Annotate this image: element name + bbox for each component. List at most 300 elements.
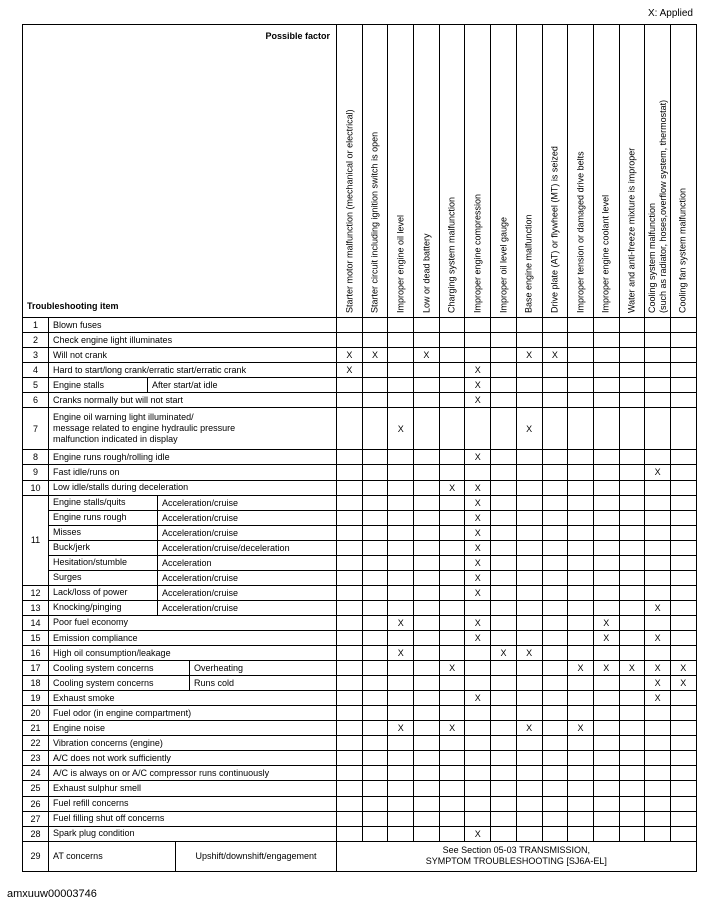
table-row xyxy=(23,495,697,510)
row-number: 22 xyxy=(23,736,49,751)
applied-mark: X xyxy=(474,557,481,568)
factor-cell xyxy=(516,348,542,363)
applied-mark: X xyxy=(680,678,687,689)
factor-cell xyxy=(542,495,568,510)
factor-cell xyxy=(670,661,696,676)
factor-cell xyxy=(670,465,696,480)
factor-cell xyxy=(465,393,491,408)
factor-cell xyxy=(414,480,440,495)
factor-cell xyxy=(619,600,645,615)
factor-cell xyxy=(414,450,440,465)
factor-cell xyxy=(593,393,619,408)
factor-cell xyxy=(491,706,517,721)
factor-cell xyxy=(542,630,568,645)
factor-cell xyxy=(337,480,363,495)
factor-cell xyxy=(516,480,542,495)
factor-cell xyxy=(465,495,491,510)
factor-cell xyxy=(414,408,440,450)
factor-cell xyxy=(388,751,414,766)
factor-cell xyxy=(362,393,388,408)
factor-cell xyxy=(645,796,671,811)
factor-cell xyxy=(645,615,671,630)
factor-cell xyxy=(568,691,594,706)
factor-cell xyxy=(491,826,517,841)
table-row xyxy=(23,676,697,691)
factor-cell xyxy=(593,540,619,555)
factor-cell xyxy=(593,615,619,630)
factor-cell xyxy=(645,540,671,555)
factor-cell xyxy=(362,555,388,570)
item-label: Hesitation/stumble xyxy=(53,557,128,568)
factor-cell xyxy=(593,570,619,585)
applied-mark: X xyxy=(603,663,610,674)
factor-cell xyxy=(568,736,594,751)
factor-cell xyxy=(516,318,542,333)
table-row xyxy=(23,706,697,721)
factor-cell xyxy=(414,465,440,480)
factor-cell xyxy=(465,721,491,736)
factor-cell xyxy=(439,736,465,751)
factor-cell xyxy=(516,766,542,781)
factor-cell xyxy=(542,721,568,736)
row-number: 26 xyxy=(23,796,49,811)
table-row xyxy=(23,585,697,600)
factor-cell xyxy=(388,646,414,661)
table-row xyxy=(23,630,697,645)
factor-cell xyxy=(491,570,517,585)
applied-mark: X xyxy=(654,663,661,674)
item-label: Engine noise xyxy=(53,722,106,733)
factor-label: Cooling system malfunction xyxy=(646,202,657,313)
factor-cell xyxy=(670,615,696,630)
row-number: 12 xyxy=(23,585,49,600)
applied-mark: X xyxy=(449,482,456,493)
table-row xyxy=(23,796,697,811)
factor-label: Improper oil level gauge xyxy=(497,216,508,313)
factor-cell xyxy=(670,751,696,766)
factor-cell xyxy=(388,570,414,585)
factor-cell xyxy=(645,465,671,480)
factor-cell xyxy=(491,408,517,450)
factor-header xyxy=(516,25,542,318)
factor-cell xyxy=(414,781,440,796)
item-label: Blown fuses xyxy=(53,319,102,330)
factor-cell xyxy=(465,510,491,525)
factor-cell xyxy=(491,495,517,510)
factor-cell xyxy=(593,510,619,525)
factor-cell xyxy=(619,465,645,480)
row-number: 1 xyxy=(23,318,49,333)
factor-cell xyxy=(516,781,542,796)
applied-mark: X xyxy=(474,693,481,704)
row-number: 28 xyxy=(23,826,49,841)
condition-label: After start/at idle xyxy=(147,378,336,392)
table-row xyxy=(23,600,697,615)
factor-cell xyxy=(465,600,491,615)
item-cell xyxy=(49,333,337,348)
item-label: Will not crank xyxy=(53,349,108,360)
factor-cell xyxy=(568,525,594,540)
factor-cell xyxy=(362,318,388,333)
factor-cell xyxy=(439,555,465,570)
factor-cell xyxy=(465,408,491,450)
factor-cell xyxy=(388,766,414,781)
factor-cell xyxy=(619,781,645,796)
factor-cell xyxy=(542,585,568,600)
factor-cell xyxy=(593,826,619,841)
factor-cell xyxy=(619,736,645,751)
factor-cell xyxy=(439,630,465,645)
factor-cell xyxy=(362,676,388,691)
factor-cell xyxy=(388,333,414,348)
table-row xyxy=(23,510,697,525)
factor-cell xyxy=(388,661,414,676)
factor-label: Starter circuit including ignition switch is open xyxy=(369,131,380,313)
applied-mark: X xyxy=(474,587,481,598)
factor-cell xyxy=(542,811,568,826)
factor-cell xyxy=(568,465,594,480)
factor-cell xyxy=(542,480,568,495)
factor-cell xyxy=(337,525,363,540)
factor-cell xyxy=(516,450,542,465)
factor-cell xyxy=(414,333,440,348)
row-number: 19 xyxy=(23,691,49,706)
factor-cell xyxy=(593,766,619,781)
factor-cell xyxy=(414,751,440,766)
factor-cell xyxy=(516,721,542,736)
table-row xyxy=(23,736,697,751)
applied-mark: X xyxy=(474,482,481,493)
factor-cell xyxy=(645,495,671,510)
factor-cell xyxy=(491,465,517,480)
factor-cell xyxy=(568,570,594,585)
row-number: 7 xyxy=(23,408,49,450)
factor-cell xyxy=(414,661,440,676)
header-row xyxy=(23,25,697,318)
applied-mark: X xyxy=(474,572,481,583)
factor-cell xyxy=(593,811,619,826)
item-label: Surges xyxy=(53,572,82,583)
factor-cell xyxy=(619,525,645,540)
item-label: Buck/jerk xyxy=(53,542,91,553)
row-number: 13 xyxy=(23,600,49,615)
factor-header xyxy=(388,25,414,318)
factor-cell xyxy=(593,691,619,706)
factor-cell xyxy=(568,676,594,691)
factor-cell xyxy=(568,706,594,721)
factor-cell xyxy=(465,318,491,333)
factor-cell xyxy=(593,333,619,348)
applied-mark: X xyxy=(654,693,661,704)
factor-cell xyxy=(388,676,414,691)
table-row xyxy=(23,751,697,766)
factor-cell xyxy=(593,525,619,540)
troubleshooting-table xyxy=(22,24,697,872)
factor-cell xyxy=(337,555,363,570)
factor-cell xyxy=(388,600,414,615)
factor-label: Low or dead battery xyxy=(420,233,431,313)
factor-cell xyxy=(465,676,491,691)
table-row xyxy=(23,348,697,363)
factor-cell xyxy=(465,736,491,751)
figure-caption: amxuuw00003746 xyxy=(7,888,97,900)
applied-mark: X xyxy=(474,497,481,508)
factor-cell xyxy=(593,661,619,676)
factor-cell xyxy=(516,510,542,525)
factor-cell xyxy=(337,348,363,363)
applied-mark: X xyxy=(526,423,533,434)
factor-cell xyxy=(619,348,645,363)
factor-cell xyxy=(670,736,696,751)
factor-cell xyxy=(516,333,542,348)
factor-cell xyxy=(337,646,363,661)
possible-factor-label: Possible factor xyxy=(265,31,330,41)
factor-cell xyxy=(439,766,465,781)
factor-cell xyxy=(337,691,363,706)
applied-mark: X xyxy=(474,828,481,839)
factor-cell xyxy=(362,796,388,811)
factor-cell xyxy=(670,600,696,615)
factor-cell xyxy=(337,585,363,600)
applied-mark: X xyxy=(526,648,533,659)
applied-mark: X xyxy=(397,648,404,659)
factor-cell xyxy=(516,615,542,630)
item-cell xyxy=(49,348,337,363)
factor-cell xyxy=(619,378,645,393)
factor-cell xyxy=(542,348,568,363)
factor-cell xyxy=(439,318,465,333)
item-label: Engine stalls xyxy=(53,379,105,390)
factor-cell xyxy=(414,525,440,540)
factor-cell xyxy=(593,363,619,378)
item-cell xyxy=(49,841,337,871)
item-label: AT concerns xyxy=(53,850,103,861)
factor-cell xyxy=(491,751,517,766)
factor-cell xyxy=(593,630,619,645)
factor-cell xyxy=(388,480,414,495)
factor-header xyxy=(337,25,363,318)
factor-cell xyxy=(414,706,440,721)
factor-cell xyxy=(670,450,696,465)
item-cell xyxy=(49,751,337,766)
factor-cell xyxy=(593,781,619,796)
factor-cell xyxy=(388,348,414,363)
factor-cell xyxy=(362,781,388,796)
factor-cell xyxy=(337,510,363,525)
item-label: Lack/loss of power xyxy=(53,587,128,598)
factor-cell xyxy=(645,826,671,841)
factor-cell xyxy=(593,348,619,363)
factor-cell xyxy=(337,495,363,510)
factor-cell xyxy=(414,811,440,826)
factor-header xyxy=(465,25,491,318)
factor-cell xyxy=(388,450,414,465)
factor-cell xyxy=(362,646,388,661)
factor-cell xyxy=(439,495,465,510)
row-number: 8 xyxy=(23,450,49,465)
item-cell xyxy=(49,450,337,465)
factor-cell xyxy=(439,781,465,796)
factor-cell xyxy=(337,615,363,630)
factor-cell xyxy=(670,646,696,661)
factor-cell xyxy=(465,766,491,781)
factor-cell xyxy=(593,706,619,721)
condition-label: Acceleration/cruise xyxy=(157,571,336,585)
factor-cell xyxy=(568,495,594,510)
factor-label: (such as radiator, hoses,overflow system, thermostat) xyxy=(657,99,668,313)
item-label: Poor fuel economy xyxy=(53,617,129,628)
factor-cell xyxy=(414,630,440,645)
factor-cell xyxy=(568,318,594,333)
factor-cell xyxy=(465,450,491,465)
table-row xyxy=(23,615,697,630)
item-label: Spark plug condition xyxy=(53,828,135,839)
factor-cell xyxy=(670,348,696,363)
factor-cell xyxy=(568,540,594,555)
factor-cell xyxy=(414,676,440,691)
factor-cell xyxy=(568,333,594,348)
applied-mark: X xyxy=(654,467,661,478)
factor-cell xyxy=(491,510,517,525)
factor-cell xyxy=(465,826,491,841)
factor-cell xyxy=(362,691,388,706)
applied-mark: X xyxy=(654,633,661,643)
factor-cell xyxy=(619,585,645,600)
factor-cell xyxy=(645,585,671,600)
factor-cell xyxy=(337,676,363,691)
item-label: Vibration concerns (engine) xyxy=(53,737,163,748)
condition-label: Acceleration/cruise xyxy=(157,601,336,615)
factor-cell xyxy=(491,676,517,691)
factor-cell xyxy=(414,363,440,378)
factor-cell xyxy=(414,615,440,630)
factor-cell xyxy=(388,796,414,811)
applied-mark: X xyxy=(474,380,481,391)
factor-cell xyxy=(670,766,696,781)
factor-cell xyxy=(388,781,414,796)
item-cell xyxy=(49,540,337,555)
factor-cell xyxy=(414,796,440,811)
applied-mark: X xyxy=(654,602,661,613)
factor-cell xyxy=(593,646,619,661)
factor-cell xyxy=(362,585,388,600)
factor-cell xyxy=(619,630,645,645)
factor-cell xyxy=(388,826,414,841)
factor-label: Cooling fan system malfunction xyxy=(677,187,688,313)
factor-cell xyxy=(491,480,517,495)
item-label: Engine oil warning light illuminated/ message related to engine hydraulic pressure malfunction indicated in display xyxy=(53,412,236,445)
factor-cell xyxy=(542,736,568,751)
item-cell xyxy=(49,676,337,691)
factor-cell xyxy=(439,826,465,841)
factor-cell xyxy=(465,333,491,348)
item-label: Emission compliance xyxy=(53,632,138,643)
factor-cell xyxy=(465,378,491,393)
factor-cell xyxy=(568,721,594,736)
table-row xyxy=(23,691,697,706)
factor-cell xyxy=(491,450,517,465)
factor-cell xyxy=(337,393,363,408)
factor-cell xyxy=(516,826,542,841)
factor-cell xyxy=(568,630,594,645)
factor-cell xyxy=(439,480,465,495)
item-cell xyxy=(49,796,337,811)
factor-cell xyxy=(465,480,491,495)
factor-cell xyxy=(593,585,619,600)
factor-cell xyxy=(439,450,465,465)
factor-cell xyxy=(619,661,645,676)
table-row xyxy=(23,465,697,480)
item-cell xyxy=(49,646,337,661)
item-label: Exhaust smoke xyxy=(53,692,115,703)
factor-cell xyxy=(619,796,645,811)
factor-cell xyxy=(362,408,388,450)
factor-cell xyxy=(568,363,594,378)
factor-cell xyxy=(542,766,568,781)
factor-cell xyxy=(516,540,542,555)
factor-cell xyxy=(568,393,594,408)
factor-cell xyxy=(568,661,594,676)
factor-cell xyxy=(516,363,542,378)
table-row xyxy=(23,841,697,871)
factor-cell xyxy=(362,570,388,585)
factor-cell xyxy=(439,615,465,630)
factor-cell xyxy=(568,615,594,630)
item-label: Cranks normally but will not start xyxy=(53,394,184,405)
factor-cell xyxy=(619,333,645,348)
factor-cell xyxy=(491,615,517,630)
item-cell xyxy=(49,408,337,450)
factor-label: Drive plate (AT) or flywheel (MT) is seized xyxy=(549,146,560,313)
applied-mark: X xyxy=(474,633,481,643)
factor-cell xyxy=(362,736,388,751)
row-number: 4 xyxy=(23,363,49,378)
factor-cell xyxy=(439,646,465,661)
factor-cell xyxy=(362,706,388,721)
table-row xyxy=(23,333,697,348)
factor-cell xyxy=(439,408,465,450)
item-label: Engine runs rough/rolling idle xyxy=(53,451,170,462)
factor-cell xyxy=(362,661,388,676)
table-row xyxy=(23,378,697,393)
item-label: Engine stalls/quits xyxy=(53,497,126,508)
factor-cell xyxy=(542,661,568,676)
factor-cell xyxy=(516,676,542,691)
factor-cell xyxy=(439,333,465,348)
item-cell xyxy=(49,736,337,751)
factor-cell xyxy=(542,555,568,570)
factor-cell xyxy=(414,600,440,615)
applied-mark: X xyxy=(628,663,635,674)
factor-cell xyxy=(414,393,440,408)
factor-cell xyxy=(516,408,542,450)
factor-cell xyxy=(414,378,440,393)
factor-cell xyxy=(414,826,440,841)
factor-cell xyxy=(465,348,491,363)
item-cell xyxy=(49,585,337,600)
row-number: 11 xyxy=(23,495,49,585)
condition-label: Acceleration/cruise xyxy=(157,526,336,540)
factor-cell xyxy=(491,781,517,796)
factor-cell xyxy=(645,348,671,363)
factor-cell xyxy=(516,600,542,615)
applied-mark: X xyxy=(603,633,610,643)
applied-mark: X xyxy=(577,663,584,674)
factor-cell xyxy=(516,585,542,600)
factor-cell xyxy=(516,736,542,751)
factor-cell xyxy=(337,465,363,480)
item-label: Engine runs rough xyxy=(53,512,127,523)
